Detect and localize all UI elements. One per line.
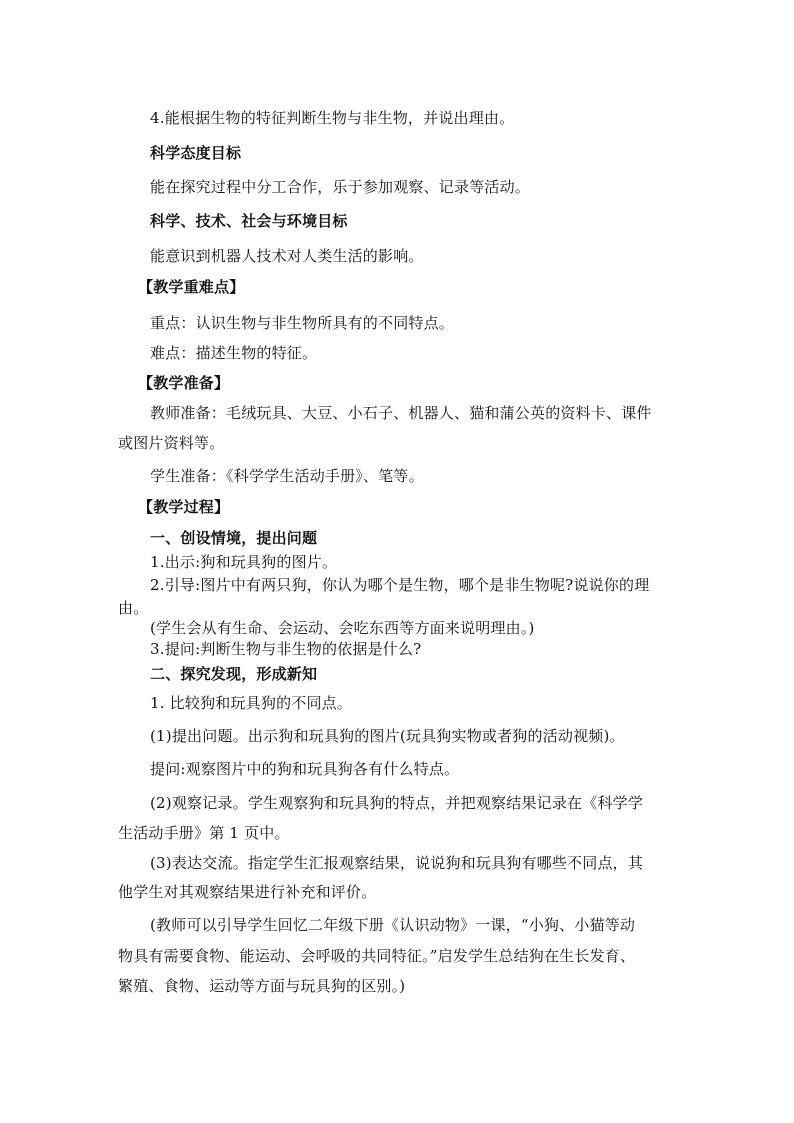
student-prep: 学生准备：《科学学生活动手册》、笔等。 [150, 467, 424, 485]
heading-process: 【教学过程】 [138, 498, 230, 516]
teacher-prep-line1: 教师准备：毛绒玩具、大豆、小石子、机器人、猫和蒲公英的资料卡、课件 [150, 404, 652, 422]
teacher-note-line1: (教师可以引导学生回忆二年级下册《认识动物》一课，“小狗、小猫等动 [150, 916, 636, 934]
section-2-heading: 二、探究发现，形成新知 [150, 665, 318, 683]
sub-step-3-line1: (3)表达交流。指定学生汇报观察结果，说说狗和玩具狗有哪些不同点，其 [150, 854, 644, 872]
student-reasoning-note: (学生会从有生命、会运动、会吃东西等方面来说明理由。) [150, 619, 535, 637]
key-point-text: 重点：认识生物与非生物所具有的不同特点。 [150, 314, 455, 332]
sub-step-3-line2: 他学生对其观察结果进行补充和评价。 [118, 883, 377, 901]
objective-item-4: 4.能根据生物的特征判断生物与非生物，并说出理由。 [150, 109, 515, 127]
step-1-show: 1.出示:狗和玩具狗的图片。 [150, 553, 338, 571]
sub-step-1: (1)提出问题。出示狗和玩具狗的图片(玩具狗实物或者狗的活动视频)。 [150, 727, 625, 745]
compare-heading: 1. 比较狗和玩具狗的不同点。 [150, 694, 353, 712]
stse-text: 能意识到机器人技术对人类生活的影响。 [150, 247, 424, 265]
sub-step-2-line2: 生活动手册》第 1 页中。 [118, 824, 290, 842]
attitude-text: 能在探究过程中分工合作，乐于参加观察、记录等活动。 [150, 178, 531, 196]
heading-preparation: 【教学准备】 [138, 374, 230, 392]
difficulty-text: 难点：描述生物的特征。 [150, 344, 318, 362]
step-3-question: 3.提问:判断生物与非生物的依据是什么? [150, 640, 422, 658]
teacher-note-line2: 物具有需要食物、能运动、会呼吸的共同特征。”启发学生总结狗在生长发育、 [118, 947, 636, 965]
sub-step-1-question: 提问:观察图片中的狗和玩具狗各有什么特点。 [150, 760, 460, 778]
step-2-guide-line2: 由。 [118, 599, 149, 617]
heading-key-points: 【教学重难点】 [138, 278, 245, 296]
step-2-guide-line1: 2.引导:图片中有两只狗，你认为哪个是生物，哪个是非生物呢?说说你的理 [150, 576, 650, 594]
heading-science-attitude: 科学态度目标 [150, 144, 242, 162]
heading-stse: 科学、技术、社会与环境目标 [150, 212, 348, 230]
section-1-heading: 一、创设情境，提出问题 [150, 529, 318, 547]
teacher-note-line3: 繁殖、食物、运动等方面与玩具狗的区别。) [118, 977, 406, 995]
teacher-prep-line2: 或图片资料等。 [118, 434, 225, 452]
sub-step-2-line1: (2)观察记录。学生观察狗和玩具狗的特点，并把观察结果记录在《科学学 [150, 794, 644, 812]
